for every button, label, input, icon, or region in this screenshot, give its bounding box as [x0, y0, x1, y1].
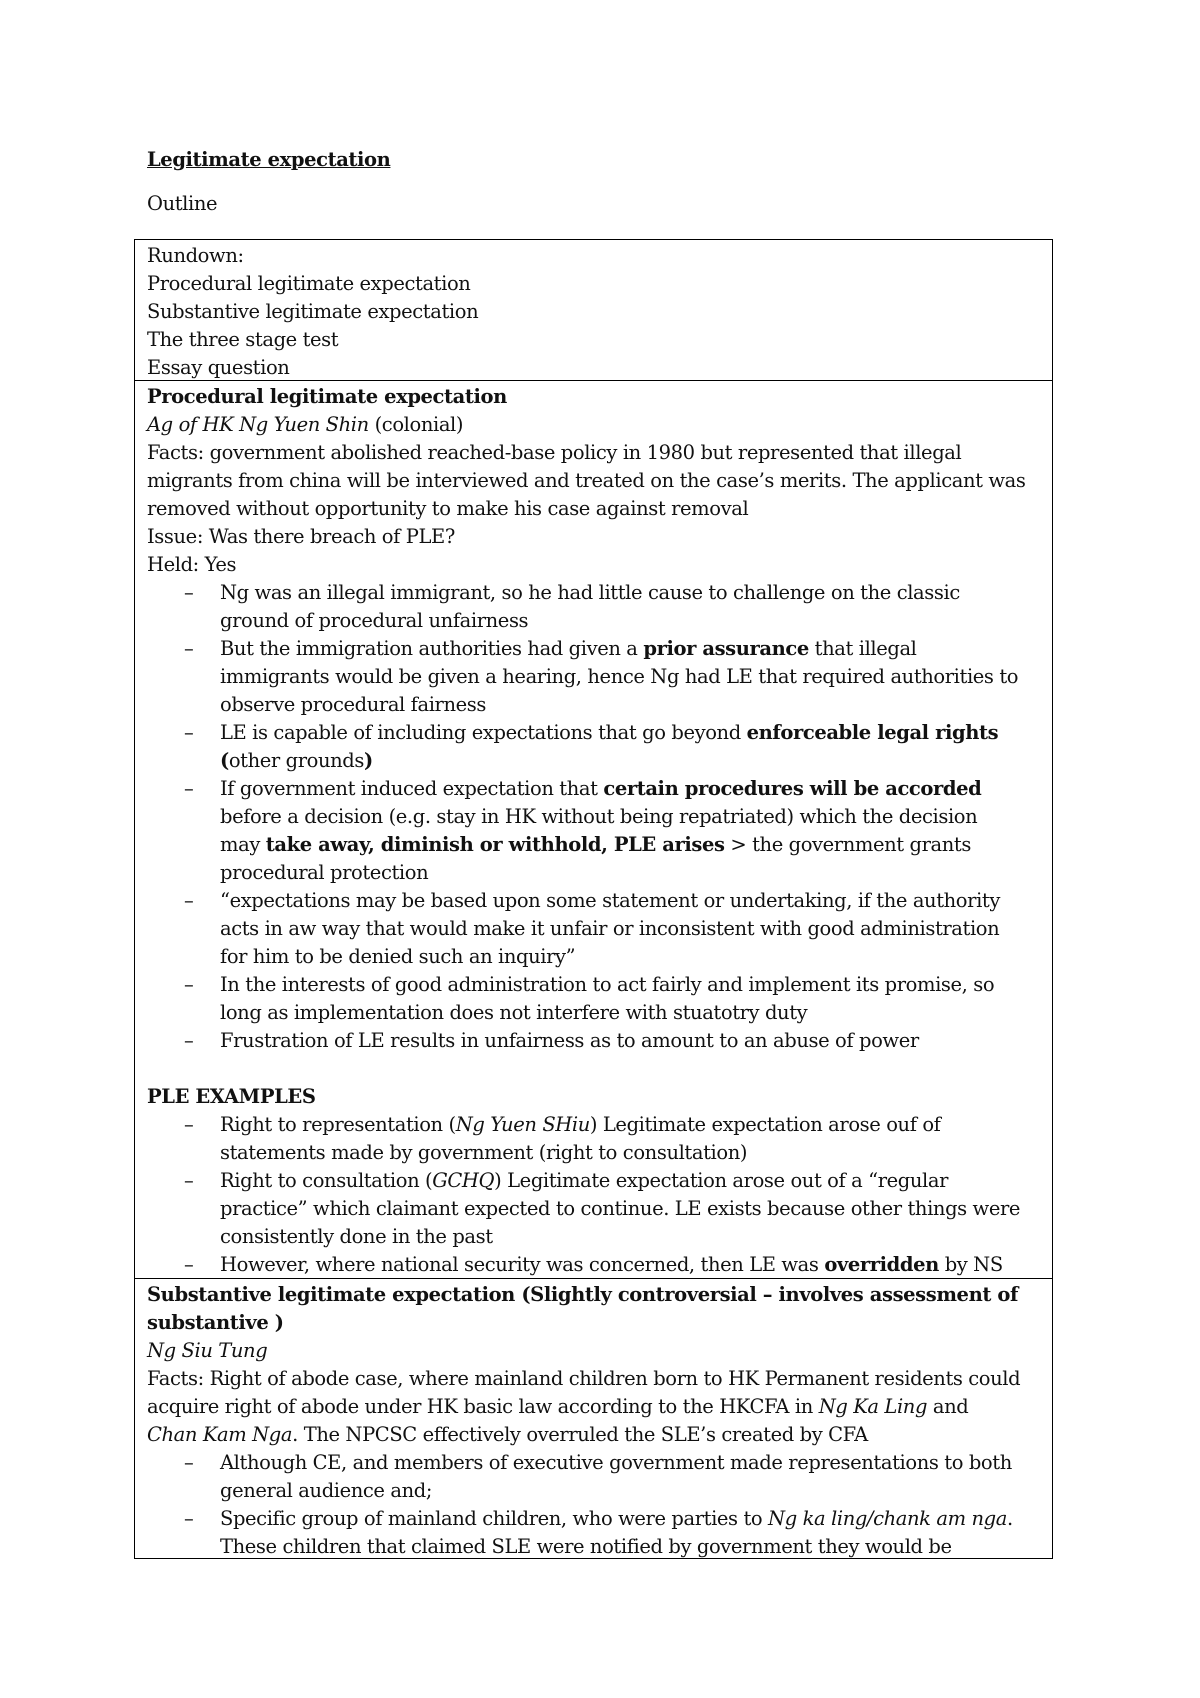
list-item-line: for him to be denied such an inquiry” — [220, 945, 576, 968]
list-item-line: – Although CE, and members of executive government made representations to both — [220, 1451, 1012, 1474]
list-item-line — [220, 831, 1040, 859]
document-page — [147, 146, 1053, 1558]
spacer — [147, 1055, 1040, 1083]
list-item — [147, 579, 1040, 635]
list-item-line: ground of procedural unfairness — [220, 609, 529, 632]
list-item-line — [220, 635, 1040, 663]
bold-text: overridden — [824, 1253, 939, 1276]
list-item-line — [220, 1505, 1040, 1533]
text-run: However, where national security was concerned, then LE was — [220, 1253, 825, 1276]
facts-line: migrants from china will be interviewed and treated on the case’s merits. The applicant was — [147, 469, 1026, 492]
bold-text: enforceable legal rights — [746, 721, 999, 744]
text-run: ) Legitimate expectation arose out of a “regular — [494, 1169, 949, 1192]
text-run: that illegal — [808, 637, 917, 660]
list-item-line: statements made by government (right to consultation) — [220, 1141, 748, 1164]
procedural-heading: Procedural legitimate expectation — [147, 385, 507, 408]
case-name: Ag of HK Ng Yuen Shin — [147, 413, 369, 436]
outline-table — [134, 239, 1053, 1559]
list-item — [147, 1251, 1040, 1278]
document-title: Legitimate expectation — [147, 148, 391, 171]
list-item-line — [220, 1251, 1040, 1278]
procedural-cell — [135, 380, 1052, 1278]
substantive-heading: substantive ) — [147, 1311, 284, 1334]
substantive-cell — [135, 1278, 1052, 1558]
list-item-line — [220, 1167, 1040, 1195]
text-run: acquire right of abode under HK basic law according to the HKCFA in — [147, 1395, 819, 1418]
rundown-line: Substantive legitimate expectation — [147, 300, 479, 323]
bold-text: ) — [363, 749, 373, 772]
text-run: and — [927, 1395, 969, 1418]
facts-line: Facts: Right of abode case, where mainland children born to HK Permanent residents could — [147, 1367, 1021, 1390]
list-item — [147, 1167, 1040, 1251]
case-note: (colonial) — [368, 413, 464, 436]
list-item-line: – “expectations may be based upon some statement or undertaking, if the authority — [220, 889, 1000, 912]
list-item — [147, 635, 1040, 719]
list-item-line — [220, 747, 1040, 775]
rundown-cell — [135, 240, 1052, 380]
list-item-line: practice” which claimant expected to continue. LE exists because other things were — [220, 1197, 1021, 1220]
list-item — [147, 887, 1040, 971]
list-item-line — [220, 719, 1040, 747]
case-name: GCHQ — [432, 1169, 495, 1192]
rundown-line: Rundown: — [147, 244, 244, 267]
bold-text: ( — [220, 749, 229, 772]
list-item — [147, 971, 1040, 1027]
list-item — [147, 1027, 1040, 1055]
text-run: . — [1006, 1507, 1013, 1530]
facts-line: removed without opportunity to make his case against removal — [147, 497, 749, 520]
text-run: LE is capable of including expectations that go beyond — [220, 721, 747, 744]
text-run: Right to consultation ( — [220, 1169, 433, 1192]
list-item-line: acts in aw way that would make it unfair or inconsistent with good administration — [220, 917, 1000, 940]
text-run: may — [220, 833, 266, 856]
list-item-line: – Ng was an illegal immigrant, so he had little cause to challenge on the classic — [220, 581, 960, 604]
case-citation — [147, 411, 1040, 439]
text-run: Right to representation ( — [220, 1113, 456, 1136]
list-item-line: immigrants would be given a hearing, hence Ng had LE that required authorities to — [220, 665, 1019, 688]
list-item-line: consistently done in the past — [220, 1225, 493, 1248]
rundown-line: The three stage test — [147, 328, 339, 351]
case-name: Ng Ka Ling — [818, 1395, 928, 1418]
examples-heading: PLE EXAMPLES — [147, 1085, 316, 1108]
facts-line: Facts: government abolished reached-base policy in 1980 but represented that illegal — [147, 441, 962, 464]
list-item-line — [220, 1111, 1040, 1139]
issue-line: Issue: Was there breach of PLE? — [147, 525, 455, 548]
list-item — [147, 1111, 1040, 1167]
text-run: by NS — [938, 1253, 1003, 1276]
case-name: Ng Siu Tung — [147, 1339, 268, 1362]
facts-line — [147, 1393, 1040, 1421]
text-run: other grounds — [228, 749, 364, 772]
bold-text: certain procedures will be accorded — [603, 777, 982, 800]
rundown-line: Essay question — [147, 356, 290, 379]
text-run: > the government grants — [724, 833, 971, 856]
case-name: Ng Yuen SHiu — [455, 1113, 590, 1136]
text-run: . The NPCSC effectively overruled the SLE’s created by CFA — [292, 1423, 868, 1446]
case-name: Chan Kam Nga — [147, 1423, 293, 1446]
list-item-line: – Frustration of LE results in unfairness as to amount to an abuse of power — [220, 1029, 919, 1052]
list-item-line: These children that claimed SLE were notified by government they would be — [220, 1535, 952, 1558]
held-line: Held: Yes — [147, 553, 237, 576]
rundown-line: Procedural legitimate expectation — [147, 272, 471, 295]
list-item — [147, 775, 1040, 887]
case-name: Ng ka ling/chank am nga — [768, 1507, 1007, 1530]
bold-text: prior assurance — [643, 637, 809, 660]
bold-text: take away, diminish or withhold, PLE arises — [265, 833, 725, 856]
text-run: But the immigration authorities had given a — [220, 637, 644, 660]
list-item-line — [220, 775, 1040, 803]
facts-line — [147, 1421, 1040, 1449]
list-item-line: long as implementation does not interfere with stuatotry duty — [220, 1001, 808, 1024]
list-item-line: procedural protection — [220, 861, 429, 884]
text-run: ) Legitimate expectation arose ouf of — [589, 1113, 941, 1136]
list-item-line: general audience and; — [220, 1479, 433, 1502]
list-item — [147, 1449, 1040, 1505]
list-item-line: observe procedural fairness — [220, 693, 486, 716]
list-item — [147, 719, 1040, 775]
text-run: If government induced expectation that — [220, 777, 604, 800]
document-subtitle: Outline — [147, 192, 218, 215]
list-item — [147, 1505, 1040, 1558]
text-run: Specific group of mainland children, who were parties to — [220, 1507, 769, 1530]
list-item-line: before a decision (e.g. stay in HK without being repatriated) which the decision — [220, 805, 978, 828]
substantive-heading: Substantive legitimate expectation (Slightly controversial – involves assessment of — [147, 1283, 1018, 1306]
list-item-line: – In the interests of good administration to act fairly and implement its promise, so — [220, 973, 995, 996]
